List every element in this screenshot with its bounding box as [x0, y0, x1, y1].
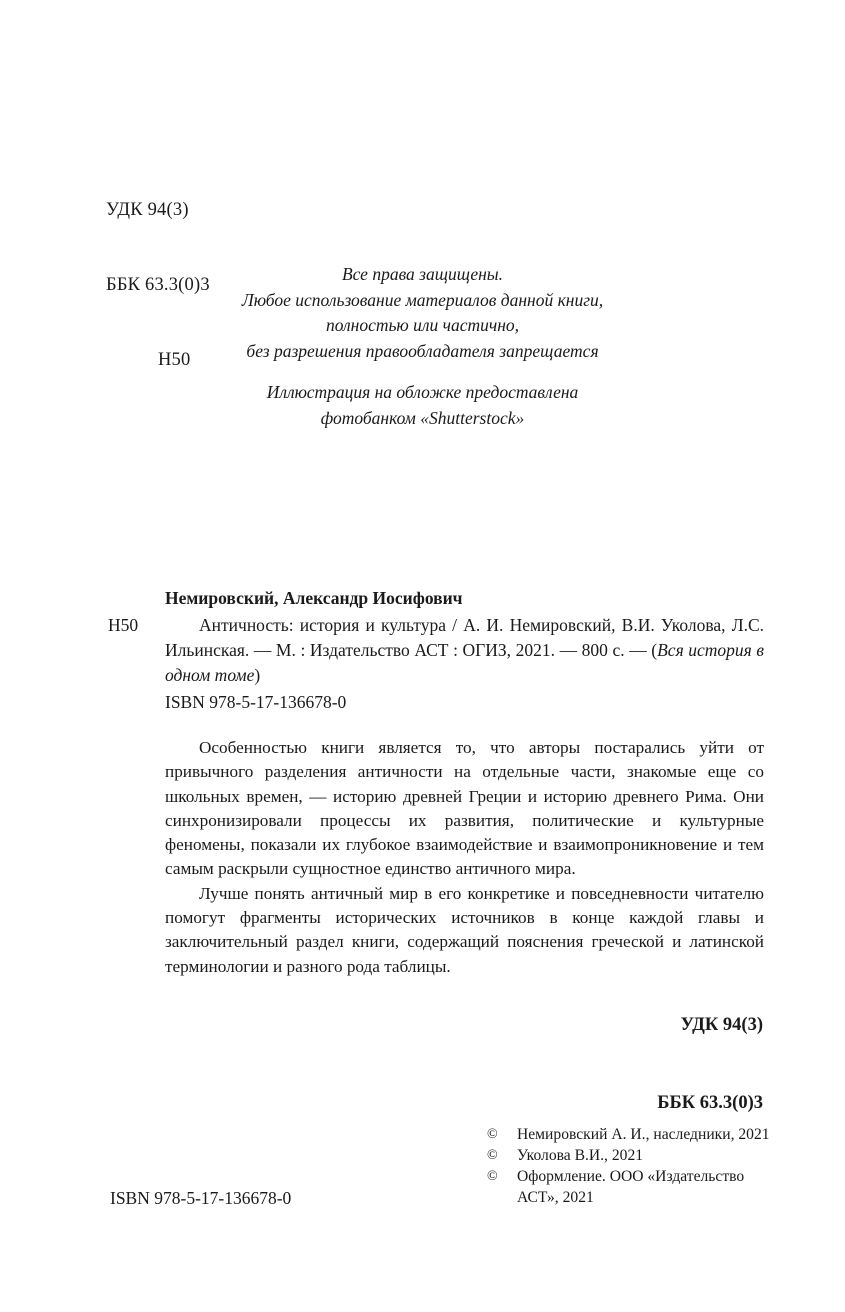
cover-illustration-credit — [0, 380, 845, 431]
copyright-entry — [487, 1166, 777, 1208]
record-author-heading: Немировский, Александр Иосифович — [165, 588, 463, 608]
bbk-code-bottom: ББК 63.3(0)3 — [657, 1093, 763, 1113]
record-description — [165, 613, 764, 688]
author-sign-top: Н50 — [158, 350, 191, 370]
udk-code-bottom: УДК 94(3) — [680, 1015, 763, 1035]
copyright-icon: © — [487, 1169, 498, 1184]
record-description-tail: ) — [254, 665, 261, 685]
isbn-record: ISBN 978-5-17-136678-0 — [165, 692, 347, 712]
udk-code-top: УДК 94(3) — [106, 200, 189, 220]
annotation-text — [165, 736, 764, 979]
rights-line-2: Любое использование материалов данной книги, — [241, 289, 604, 310]
isbn-bottom: ISBN 978-5-17-136678-0 — [110, 1188, 292, 1208]
record-series-title: Вся история в одном томе — [165, 640, 764, 685]
copyright-block — [487, 1124, 777, 1208]
copyright-entry-text: Немировский А. И., наследники, 2021 — [517, 1126, 770, 1143]
rights-line-4: без разрешения правообладателя запрещается — [246, 340, 599, 361]
copyright-entry-text: Оформление. ООО «Издательство АСТ», 2021 — [517, 1168, 745, 1206]
copyright-icon: © — [487, 1148, 498, 1163]
record-description-main: Античность: история и культура / А. И. Немировский, В.И. Уколова, Л.С. Ильинская. — М. : Издательство АСТ : ОГИЗ, 2021. — 800 с. — ( — [165, 615, 764, 660]
copyright-icon: © — [487, 1127, 498, 1142]
record-body — [108, 613, 764, 688]
bbk-code-top: ББК 63.3(0)3 — [106, 275, 210, 295]
cover-credit-line-2: фотобанком «Shutterstock» — [320, 407, 525, 428]
bibliographic-record — [108, 586, 764, 688]
rights-line-3: полностью или частично, — [325, 315, 520, 335]
rights-notice — [0, 262, 845, 364]
record-sigla: Н50 — [108, 615, 139, 635]
annotation-paragraph-1: Особенностью книги является то, что авторы постарались уйти от привычного разделения античности на отдельные части, знакомые еще со школьных времен, — историю древней Греции и историю древнего Рима. Они синхронизировали процессы их развития, политические и культурные феномены, показали их глубокое взаимодействие и взаимопроникновение и тем самым раскрыли сущностное единство античного мира. — [165, 738, 764, 879]
copyright-entry-text: Уколова В.И., 2021 — [517, 1147, 644, 1164]
cover-credit-line-1: Иллюстрация на обложке предоставлена — [266, 382, 579, 402]
copyright-entry — [487, 1124, 777, 1145]
annotation-paragraph-2: Лучше понять античный мир в его конкретике и повседневности читателю помогут фрагменты исторических источников в конце каждой главы и заключительный раздел книги, содержащий пояснения греческой и латинской терминологии и разного рода таблицы. — [165, 883, 764, 976]
rights-line-1: Все права защищены. — [341, 264, 504, 284]
copyright-entry — [487, 1145, 777, 1166]
